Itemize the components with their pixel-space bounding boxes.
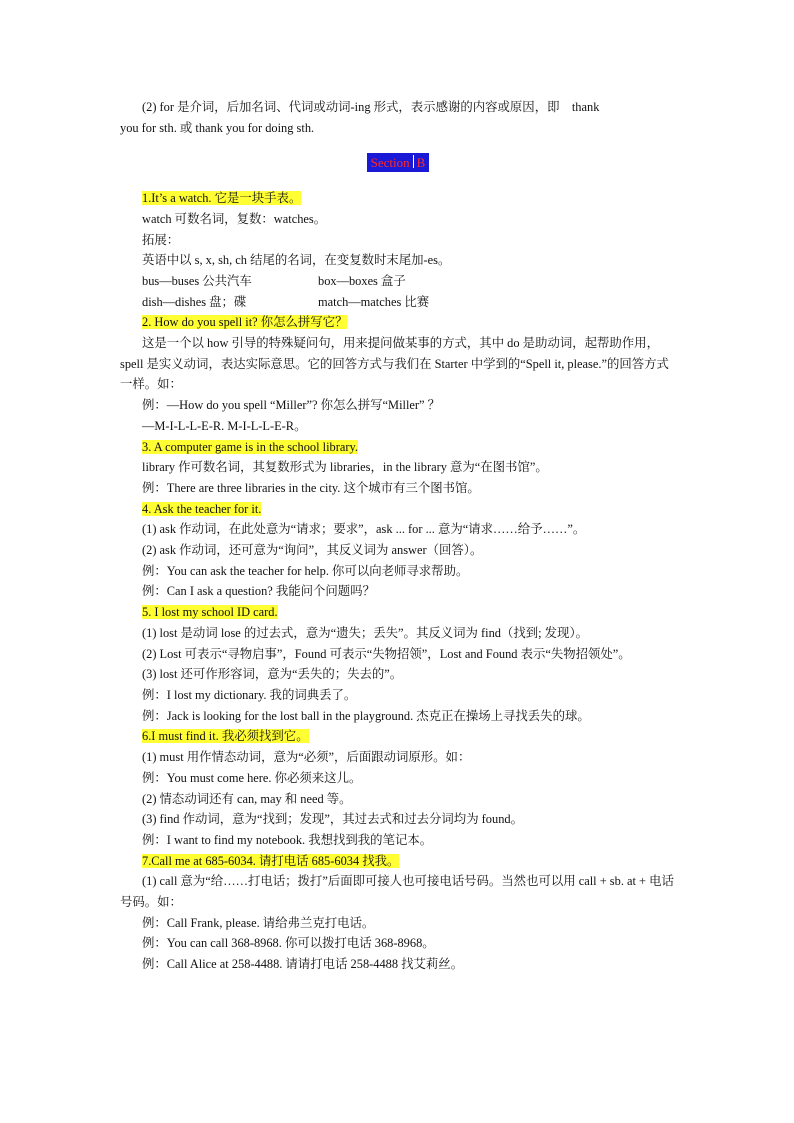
item-6-line-c: (2) 情态动词还有 can, may 和 need 等。 xyxy=(142,791,352,806)
plural-pair-left: bus—buses 公共汽车 xyxy=(142,273,252,288)
item-4-line-a: (1) ask 作动词，在此处意为“请求；要求”，ask ... for ... 意为“请求……给予……”。 xyxy=(142,522,586,537)
plural-pair-row xyxy=(120,271,676,292)
item-5-line-a: (1) lost 是动词 lose 的过去式，意为“遗失；丢失”。其反义词为 find（找到; 发现）。 xyxy=(142,625,589,640)
item-3-title: 3. A computer game is in the school library. xyxy=(142,439,358,454)
item-4-line-b: (2) ask 作动词，还可意为“询问”，其反义词为 answer（回答）。 xyxy=(142,543,483,558)
item-5-title: 5. I lost my school ID card. xyxy=(142,605,278,620)
item-6-example-2: 例：I want to find my notebook. 我想找到我的笔记本。 xyxy=(142,832,433,847)
item-4-example-1: 例：You can ask the teacher for help. 你可以向老师寻求帮助。 xyxy=(142,563,469,578)
item-7-title: 7.Call me at 685-6034. 请打电话 685-6034 找我。 xyxy=(142,853,400,868)
item-6-line-a: (1) must 用作情态动词，意为“必须”，后面跟动词原形。如： xyxy=(142,750,471,765)
intro-line-2: you for sth. 或 thank you for doing sth. xyxy=(120,120,315,135)
page-content xyxy=(120,97,676,975)
item-6-line-d: (3) find 作动词，意为“找到；发现”，其过去式和过去分词均为 found。 xyxy=(142,812,523,827)
plural-pair-row xyxy=(120,292,676,313)
item-2-example: 例：—How do you spell “Miller”? 你怎么拼写“Miller” ？ xyxy=(142,398,441,413)
section-divider xyxy=(413,155,414,168)
item-6-example-1: 例：You must come here. 你必须来这儿。 xyxy=(142,770,362,785)
item-4-title: 4. Ask the teacher for it. xyxy=(142,501,262,516)
item-7-line-a: (1) call 意为“给……打电话；拨打”后面即可接人也可接电话号码。当然也可以用 call + sb. at + 电话号码。如： xyxy=(120,874,674,910)
item-4-example-2: 例：Can I ask a question? 我能问个问题吗？ xyxy=(142,584,375,599)
section-heading-wrap xyxy=(120,153,676,174)
item-1-title: 1.It’s a watch. 它是一块手表。 xyxy=(142,191,302,206)
item-6-title: 6.I must find it. 我必须找到它。 xyxy=(142,729,309,744)
item-1-line-a: watch 可数名词，复数：watches。 xyxy=(142,211,327,226)
item-3-line-a: library 作可数名词，其复数形式为 libraries，in the library 意为“在图书馆”。 xyxy=(142,460,548,475)
item-7-example-2: 例：You can call 368-8968. 你可以拨打电话 368-8968。 xyxy=(142,936,435,951)
plural-pair-right: box—boxes 盒子 xyxy=(318,273,406,288)
section-heading xyxy=(367,153,430,172)
item-2-explanation: 这是一个以 how 引导的特殊疑问句，用来提问做某事的方式，其中 do 是助动词，起帮助作用，spell 是实义动词，表达实际意思。它的回答方式与我们在 Starter 中学到的“Spell it, please.”的回答方式一样。如： xyxy=(120,336,669,392)
item-5-line-b: (2) Lost 可表示“寻物启事”，Found 可表示“失物招领”，Lost and Found 表示“失物招领处”。 xyxy=(142,646,631,661)
item-5-example-1: 例：I lost my dictionary. 我的词典丢了。 xyxy=(142,687,357,702)
item-1-line-c: 英语中以 s, x, sh, ch 结尾的名词，在变复数时末尾加-es。 xyxy=(142,253,451,268)
item-7-example-1: 例：Call Frank, please. 请给弗兰克打电话。 xyxy=(142,915,375,930)
item-3-example: 例：There are three libraries in the city. 这个城市有三个图书馆。 xyxy=(142,480,480,495)
item-5-line-c: (3) lost 还可作形容词，意为“丢失的；失去的”。 xyxy=(142,667,403,682)
plural-pair-left: dish—dishes 盘；碟 xyxy=(142,294,247,309)
section-heading-word: Section xyxy=(370,155,410,171)
item-2-answer: —M-I-L-L-E-R. M-I-L-L-E-R。 xyxy=(142,418,307,433)
item-2-title: 2. How do you spell it? 你怎么拼写它？ xyxy=(142,315,348,330)
item-1-line-b: 拓展： xyxy=(142,232,180,247)
item-7-example-3: 例：Call Alice at 258-4488. 请请打电话 258-4488 找艾莉丝。 xyxy=(142,957,464,972)
plural-pair-right: match—matches 比赛 xyxy=(318,294,430,309)
intro-line-1: (2) for 是介词，后加名词、代词或动词-ing 形式，表示感谢的内容或原因，即 thank xyxy=(142,100,600,114)
section-heading-letter: B xyxy=(416,155,426,171)
item-5-example-2: 例：Jack is looking for the lost ball in the playground. 杰克正在操场上寻找丢失的球。 xyxy=(142,708,590,723)
